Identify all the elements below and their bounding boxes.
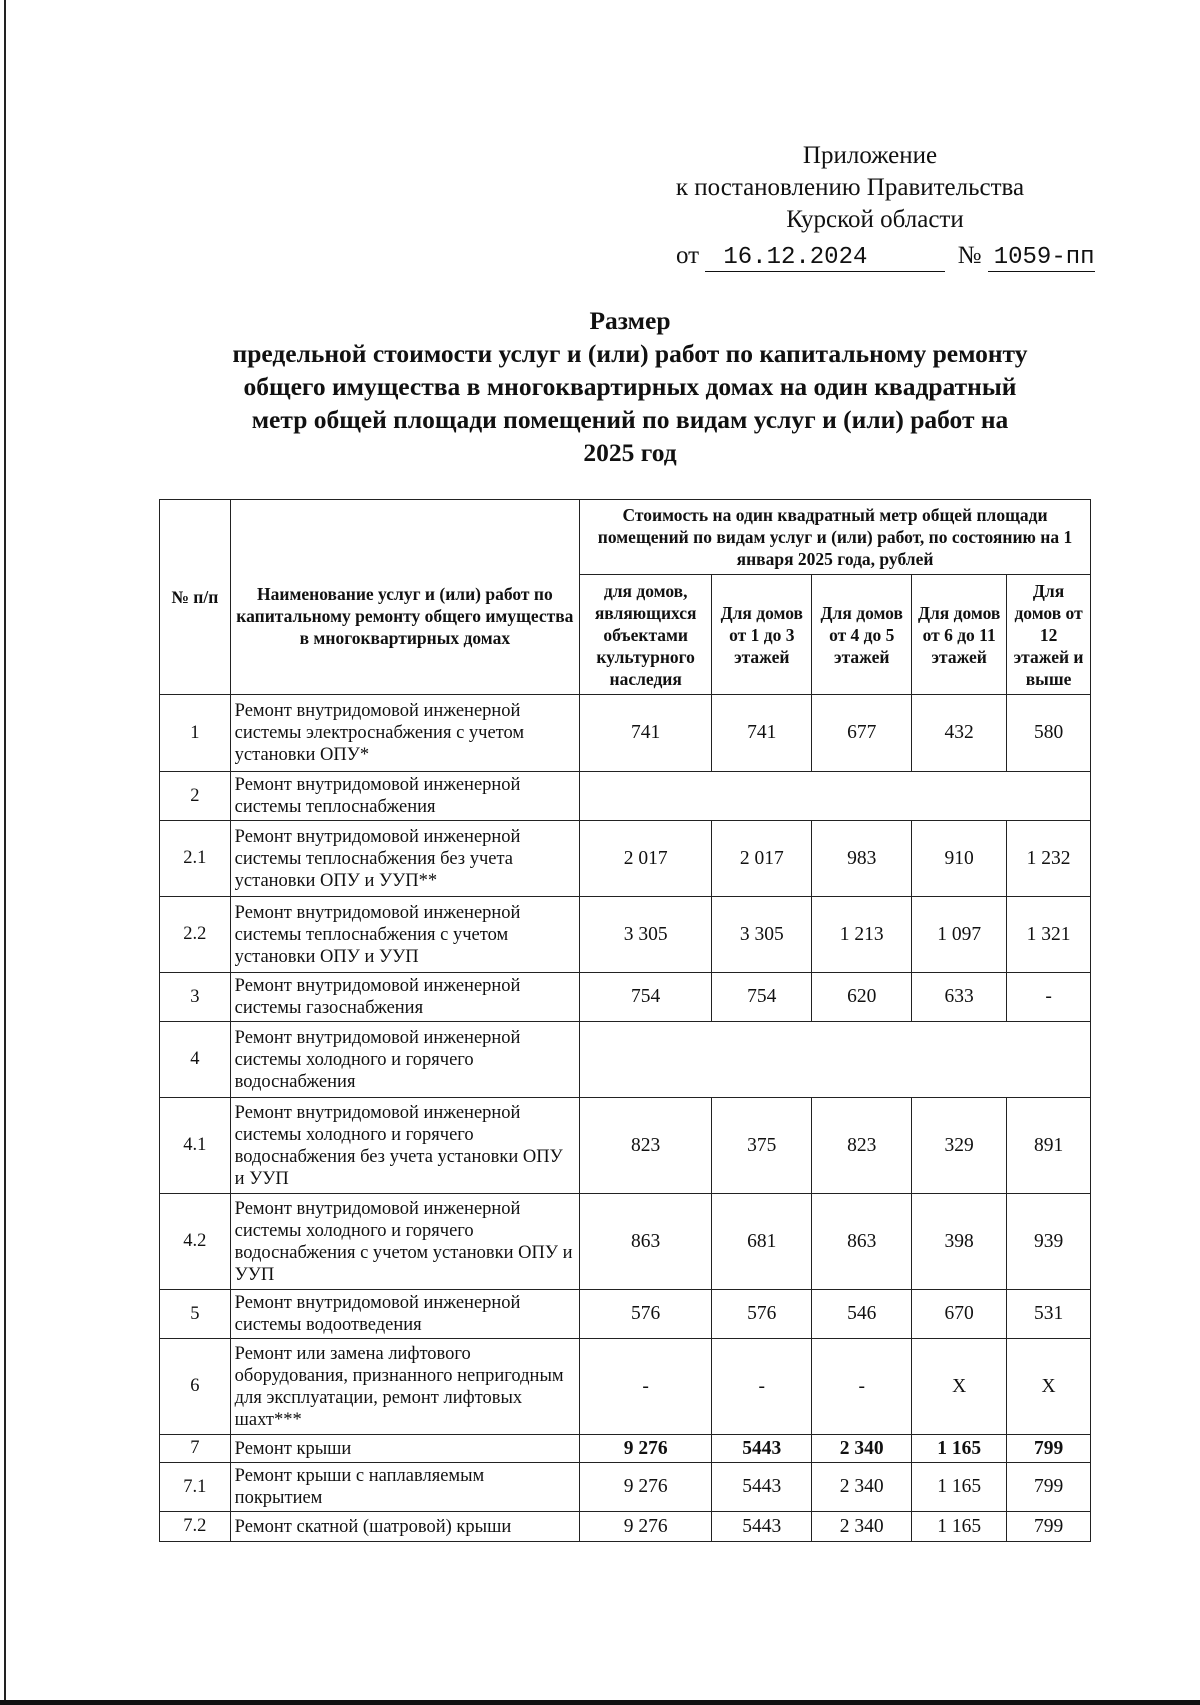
row-value-col-5: Х xyxy=(1007,1339,1091,1435)
row-number: 7.2 xyxy=(160,1512,231,1542)
row-number: 7 xyxy=(160,1435,231,1463)
row-number: 4.1 xyxy=(160,1098,231,1194)
row-number: 4.2 xyxy=(160,1194,231,1290)
table-row xyxy=(160,1290,1091,1339)
row-name: Ремонт внутридомовой инженерной системы теплоснабжения xyxy=(230,772,579,821)
table-row xyxy=(160,1098,1091,1194)
row-values-empty xyxy=(580,772,1091,821)
row-value-col-5: 799 xyxy=(1007,1435,1091,1463)
row-value-col-5: 799 xyxy=(1007,1463,1091,1512)
row-number: 6 xyxy=(160,1339,231,1435)
table-row xyxy=(160,1339,1091,1435)
decree-date: 16.12.2024 xyxy=(705,245,945,272)
row-value-col-5: 1 321 xyxy=(1007,897,1091,973)
row-value-col-1: 741 xyxy=(580,695,712,772)
row-value-col-2: 576 xyxy=(712,1290,812,1339)
row-name: Ремонт внутридомовой инженерной системы электроснабжения с учетом установки ОПУ* xyxy=(230,695,579,772)
row-value-col-3: - xyxy=(812,1339,912,1435)
row-number: 3 xyxy=(160,973,231,1022)
row-number: 1 xyxy=(160,695,231,772)
title-line-2: предельной стоимости услуг и (или) работ по капитальному ремонту xyxy=(232,339,1028,368)
row-value-col-4: 633 xyxy=(912,973,1007,1022)
row-name: Ремонт внутридомовой инженерной системы газоснабжения xyxy=(230,973,579,1022)
header-cost-group: Стоимость на один квадратный метр общей площади помещений по видам услуг и (или) работ, по состоянию на 1 января 2025 года, рублей xyxy=(580,500,1091,575)
appendix-date-line xyxy=(676,240,1101,272)
row-number: 4 xyxy=(160,1022,231,1098)
table-row xyxy=(160,821,1091,897)
row-value-col-3: 546 xyxy=(812,1290,912,1339)
scan-edge-bottom xyxy=(0,1700,1200,1705)
row-number: 2.2 xyxy=(160,897,231,973)
row-value-col-3: 823 xyxy=(812,1098,912,1194)
row-value-col-2: 5443 xyxy=(712,1435,812,1463)
row-name: Ремонт крыши xyxy=(230,1435,579,1463)
document-title xyxy=(140,304,1120,469)
row-value-col-4: 1 165 xyxy=(912,1512,1007,1542)
table-row xyxy=(160,772,1091,821)
row-value-col-2: 5443 xyxy=(712,1512,812,1542)
row-value-col-5: 580 xyxy=(1007,695,1091,772)
row-name: Ремонт или замена лифтового оборудования, признанного непригодным для эксплуатации, ремонт лифтовых шахт*** xyxy=(230,1339,579,1435)
row-value-col-4: 432 xyxy=(912,695,1007,772)
row-value-col-5: 531 xyxy=(1007,1290,1091,1339)
row-value-col-3: 863 xyxy=(812,1194,912,1290)
row-name: Ремонт скатной (шатровой) крыши xyxy=(230,1512,579,1542)
row-value-col-5: 799 xyxy=(1007,1512,1091,1542)
row-value-col-1: 754 xyxy=(580,973,712,1022)
row-value-col-1: 863 xyxy=(580,1194,712,1290)
header-col-1-3: Для домов от 1 до 3 этажей xyxy=(712,575,812,695)
row-name: Ремонт внутридомовой инженерной системы холодного и горячего водоснабжения с учетом установки ОПУ и УУП xyxy=(230,1194,579,1290)
row-value-col-3: 620 xyxy=(812,973,912,1022)
row-value-col-3: 1 213 xyxy=(812,897,912,973)
row-number: 7.1 xyxy=(160,1463,231,1512)
table-row xyxy=(160,1463,1091,1512)
row-value-col-2: 681 xyxy=(712,1194,812,1290)
row-number: 2 xyxy=(160,772,231,821)
appendix-line-2: к постановлению Правительства xyxy=(675,174,1025,201)
row-values-empty xyxy=(580,1022,1091,1098)
title-line-3: общего имущества в многоквартирных домах на один квадратный xyxy=(243,372,1017,401)
number-label: № xyxy=(957,242,982,269)
row-name: Ремонт внутридомовой инженерной системы теплоснабжения с учетом установки ОПУ и УУП xyxy=(230,897,579,973)
scan-edge-left xyxy=(4,0,6,1705)
table-row xyxy=(160,695,1091,772)
row-name: Ремонт крыши с наплавляемым покрытием xyxy=(230,1463,579,1512)
row-value-col-2: 741 xyxy=(712,695,812,772)
row-name: Ремонт внутридомовой инженерной системы водоотведения xyxy=(230,1290,579,1339)
row-name: Ремонт внутридомовой инженерной системы теплоснабжения без учета установки ОПУ и УУП** xyxy=(230,821,579,897)
header-num: № п/п xyxy=(160,500,231,695)
row-value-col-4: 910 xyxy=(912,821,1007,897)
row-value-col-5: 891 xyxy=(1007,1098,1091,1194)
row-value-col-4: 398 xyxy=(912,1194,1007,1290)
row-value-col-2: 5443 xyxy=(712,1463,812,1512)
row-value-col-5: 939 xyxy=(1007,1194,1091,1290)
row-value-col-4: 670 xyxy=(912,1290,1007,1339)
row-value-col-1: 2 017 xyxy=(580,821,712,897)
row-value-col-4: 1 165 xyxy=(912,1463,1007,1512)
header-col-heritage: для домов, являющихся объектами культурного наследия xyxy=(580,575,712,695)
row-number: 2.1 xyxy=(160,821,231,897)
cost-table xyxy=(159,499,1091,1542)
row-value-col-1: 9 276 xyxy=(580,1512,712,1542)
row-value-col-5: - xyxy=(1007,973,1091,1022)
row-value-col-1: 9 276 xyxy=(580,1463,712,1512)
decree-number: 1059-пп xyxy=(988,245,1095,272)
row-value-col-2: 2 017 xyxy=(712,821,812,897)
row-value-col-3: 2 340 xyxy=(812,1512,912,1542)
row-value-col-4: 1 165 xyxy=(912,1435,1007,1463)
row-value-col-3: 2 340 xyxy=(812,1435,912,1463)
row-name: Ремонт внутридомовой инженерной системы холодного и горячего водоснабжения без учета установки ОПУ и УУП xyxy=(230,1098,579,1194)
header-name: Наименование услуг и (или) работ по капитальному ремонту общего имущества в многоквартирных домах xyxy=(230,500,579,695)
table-row xyxy=(160,897,1091,973)
row-value-col-2: 3 305 xyxy=(712,897,812,973)
row-value-col-2: 754 xyxy=(712,973,812,1022)
row-value-col-4: Х xyxy=(912,1339,1007,1435)
appendix-line-1: Приложение xyxy=(802,142,938,169)
table-body xyxy=(160,695,1091,1542)
from-label: от xyxy=(676,242,700,269)
title-line-5: 2025 год xyxy=(583,438,677,467)
row-value-col-2: - xyxy=(712,1339,812,1435)
row-name: Ремонт внутридомовой инженерной системы холодного и горячего водоснабжения xyxy=(230,1022,579,1098)
row-value-col-3: 983 xyxy=(812,821,912,897)
header-col-6-11: Для домов от 6 до 11 этажей xyxy=(912,575,1007,695)
appendix-block xyxy=(600,140,1100,236)
row-number: 5 xyxy=(160,1290,231,1339)
table-row xyxy=(160,973,1091,1022)
row-value-col-3: 2 340 xyxy=(812,1463,912,1512)
title-line-1: Размер xyxy=(589,306,671,335)
header-col-12-plus: Для домов от 12 этажей и выше xyxy=(1007,575,1091,695)
row-value-col-5: 1 232 xyxy=(1007,821,1091,897)
row-value-col-2: 375 xyxy=(712,1098,812,1194)
row-value-col-1: 9 276 xyxy=(580,1435,712,1463)
row-value-col-4: 329 xyxy=(912,1098,1007,1194)
row-value-col-3: 677 xyxy=(812,695,912,772)
row-value-col-4: 1 097 xyxy=(912,897,1007,973)
row-value-col-1: 823 xyxy=(580,1098,712,1194)
header-col-4-5: Для домов от 4 до 5 этажей xyxy=(812,575,912,695)
row-value-col-1: 576 xyxy=(580,1290,712,1339)
table-row xyxy=(160,1512,1091,1542)
table-row xyxy=(160,1022,1091,1098)
table-row xyxy=(160,1194,1091,1290)
title-line-4: метр общей площади помещений по видам услуг и (или) работ на xyxy=(251,405,1009,434)
appendix-line-3: Курской области xyxy=(786,206,964,233)
row-value-col-1: - xyxy=(580,1339,712,1435)
table-row xyxy=(160,1435,1091,1463)
row-value-col-1: 3 305 xyxy=(580,897,712,973)
